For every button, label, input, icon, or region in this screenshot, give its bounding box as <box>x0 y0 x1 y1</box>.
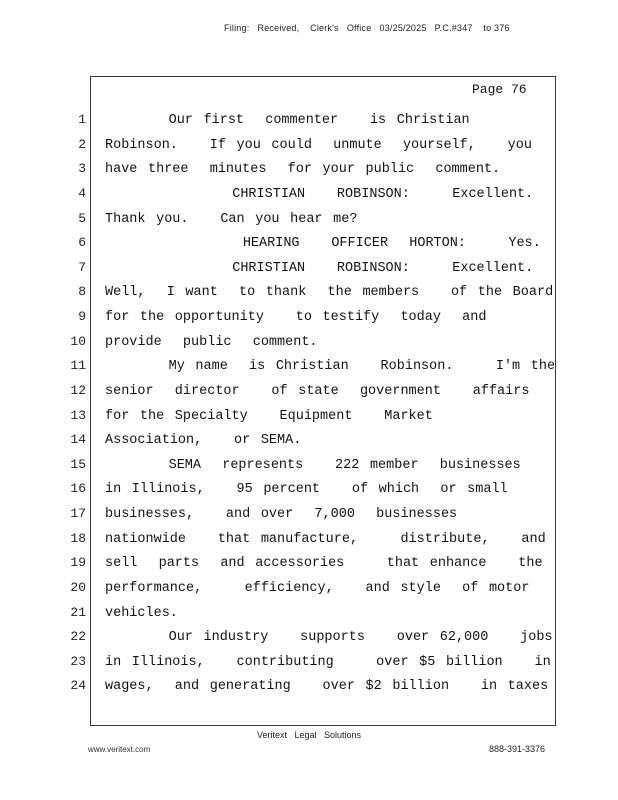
line-text: Thank you. Can you hear me? <box>105 211 358 227</box>
line-text: for the opportunity to testify today and <box>105 310 487 326</box>
filing-stamp: Filing: Received, Clerk's Office 03/25/2025 P.C.#347 to 376 <box>224 23 510 33</box>
line-text: Our industry supports over 62,000 jobs <box>105 630 553 646</box>
line-number: 22 <box>70 629 86 645</box>
line-text: for the Specialty Equipment Market <box>105 408 433 424</box>
line-text: businesses, and over 7,000 businesses <box>105 507 458 523</box>
line-text: sell parts and accessories that enhance the <box>105 556 543 572</box>
line-text: CHRISTIAN ROBINSON: Excellent. <box>105 186 534 202</box>
line-number: 9 <box>78 309 86 325</box>
line-number: 18 <box>70 530 86 546</box>
line-text: Association, or SEMA. <box>105 433 302 449</box>
line-text: in Illinois, 95 percent of which or small <box>105 482 508 498</box>
line-number: 10 <box>70 333 86 349</box>
line-text: in Illinois, contributing over $5 billion in <box>105 654 551 670</box>
line-number: 11 <box>70 358 86 374</box>
line-number: 20 <box>70 579 86 595</box>
line-number: 21 <box>70 604 86 620</box>
line-number: 24 <box>70 678 86 694</box>
line-number: 16 <box>70 481 86 497</box>
line-number: 7 <box>78 259 86 275</box>
line-number: 15 <box>70 456 86 472</box>
line-text: Robinson. If you could unmute yourself, you <box>105 137 532 153</box>
line-number: 5 <box>78 210 86 226</box>
line-text: have three minutes for your public comment. <box>105 162 501 178</box>
line-number: 1 <box>78 112 86 127</box>
page-number-label: Page 76 <box>472 82 527 97</box>
line-number: 19 <box>70 555 86 571</box>
footer-website-link[interactable]: www.veritext.com <box>88 745 151 754</box>
line-text: HEARING OFFICER HORTON: Yes. <box>105 236 541 252</box>
footer-phone: 888-391-3376 <box>489 744 546 754</box>
line-text: performance, efficiency, and style of motor <box>105 580 530 596</box>
line-text: SEMA represents 222 member businesses <box>105 457 521 473</box>
footer-brand: Veritext Legal Solutions <box>256 730 362 740</box>
line-text: provide public comment. <box>105 334 318 350</box>
line-text: senior director of state government affairs <box>105 383 530 399</box>
line-number: 12 <box>70 382 86 398</box>
line-text: CHRISTIAN ROBINSON: Excellent. <box>105 260 534 276</box>
line-text: Our first commenter is Christian <box>105 113 470 128</box>
line-text: vehicles. <box>105 605 178 621</box>
line-number: 14 <box>70 432 86 448</box>
line-number: 2 <box>78 136 86 152</box>
line-number: 23 <box>70 653 86 669</box>
line-text: My name is Christian Robinson. I'm the <box>105 359 556 375</box>
line-text: Well, I want to thank the members of the Board <box>105 285 554 301</box>
line-number: 8 <box>78 284 86 300</box>
line-number: 13 <box>70 407 86 423</box>
line-number: 17 <box>70 506 86 522</box>
line-number: 3 <box>78 161 86 177</box>
line-text: wages, and generating over $2 billion in taxes <box>105 679 549 695</box>
transcript-border-box <box>90 76 556 726</box>
line-number: 6 <box>78 235 86 251</box>
line-text: nationwide that manufacture, distribute, and <box>105 531 546 547</box>
line-number: 4 <box>78 185 86 201</box>
